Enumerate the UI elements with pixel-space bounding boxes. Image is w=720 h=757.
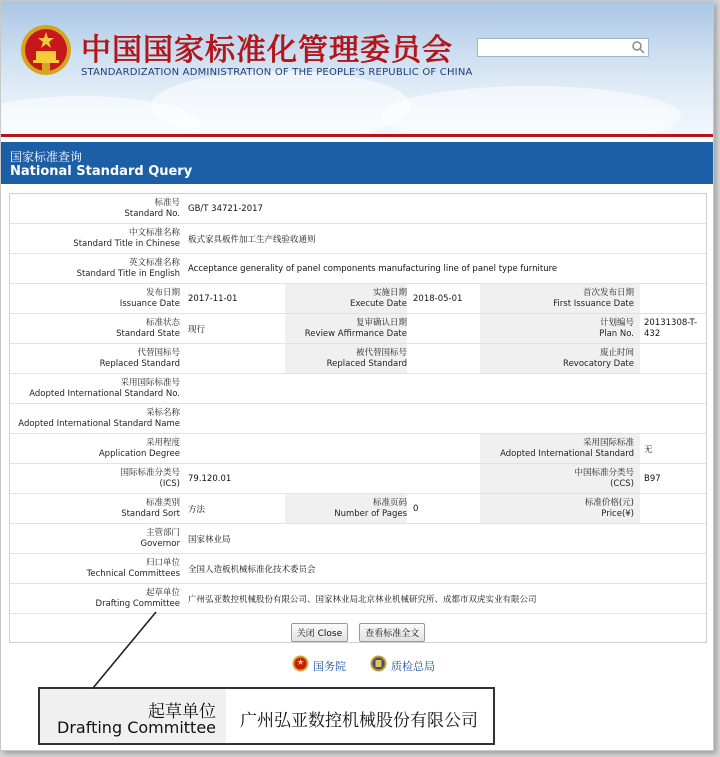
footer-links xyxy=(1,653,713,681)
field-label xyxy=(464,494,634,523)
org-name-cn: 中国国家标准化管理委员会 xyxy=(81,33,453,68)
field-label-cn: 采用国际标准号 xyxy=(120,377,180,388)
label-replaced-standard: Replaced Standard xyxy=(99,358,180,369)
value-title-cn: 板式家具板件加工生产线验收通则 xyxy=(188,234,316,245)
page-title-bar xyxy=(1,142,713,184)
value-title-en: Acceptance generality of panel components manufacturing line of panel type furniture xyxy=(188,263,558,274)
label-review-affirmance-date: Review Affirmance Date xyxy=(304,328,407,339)
field-label-cn: 代替国标号 xyxy=(137,347,180,358)
table-row xyxy=(10,254,706,284)
field-label xyxy=(464,284,634,313)
value-execute-date: 2018-05-01 xyxy=(413,293,463,304)
field-label xyxy=(464,344,634,373)
table-row xyxy=(10,284,706,314)
label-adopted-intl-no: Adopted International Standard No. xyxy=(29,388,180,399)
callout-value: 广州弘亚数控机械股份有限公司 xyxy=(240,711,478,731)
table-row xyxy=(10,494,706,524)
national-emblem-icon xyxy=(19,23,73,77)
label-title-cn: Standard Title in Chinese xyxy=(73,238,180,249)
value-ccs: B97 xyxy=(644,473,661,484)
field-label-cn: 采用国际标准 xyxy=(582,437,634,448)
field-label xyxy=(10,584,180,613)
field-label xyxy=(10,494,180,523)
field-label xyxy=(10,344,180,373)
callout-label-cn: 起草单位 xyxy=(148,702,216,722)
callout-label-en: Drafting Committee xyxy=(57,718,216,737)
field-label-cn: 标准价格(元) xyxy=(584,497,634,508)
page-title-en: National Standard Query xyxy=(10,164,193,179)
table-row xyxy=(10,404,706,434)
close-button[interactable]: 关闭 Close xyxy=(291,623,348,642)
field-label-cn: 起草单位 xyxy=(145,587,180,598)
field-label-cn: 采用程度 xyxy=(145,437,180,448)
header-banner xyxy=(1,1,713,136)
field-label xyxy=(237,284,407,313)
drafting-committee-callout xyxy=(38,687,495,745)
field-label xyxy=(237,314,407,343)
field-label xyxy=(237,494,407,523)
field-label-cn: 实施日期 xyxy=(372,287,407,298)
value-drafting-committee: 广州弘亚数控机械股份有限公司、国家林业局北京林业机械研究所、成都市双虎实业有限公司 xyxy=(188,594,537,605)
field-label-cn: 发布日期 xyxy=(145,287,180,298)
label-replaced-by: Replaced Standard xyxy=(326,358,407,369)
field-label-cn: 标准号 xyxy=(154,197,180,208)
table-row xyxy=(10,434,706,464)
value-issuance-date: 2017-11-01 xyxy=(188,293,238,304)
search-box[interactable] xyxy=(477,38,649,57)
field-label-cn: 复审确认日期 xyxy=(355,317,407,328)
field-label xyxy=(10,314,180,343)
label-plan-no: Plan No. xyxy=(599,328,634,339)
callout-label xyxy=(40,689,226,743)
label-ics: (ICS) xyxy=(159,478,180,489)
standard-detail-table xyxy=(9,193,707,643)
table-row xyxy=(10,374,706,404)
field-label-cn: 首次发布日期 xyxy=(582,287,634,298)
field-label-cn: 废止时间 xyxy=(599,347,634,358)
field-label-cn: 归口单位 xyxy=(145,557,180,568)
magnifier-icon[interactable] xyxy=(631,40,646,55)
label-first-issuance-date: First Issuance Date xyxy=(553,298,634,309)
table-row xyxy=(10,224,706,254)
footer-link-aqsiq[interactable]: 质检总局 xyxy=(391,660,435,673)
table-row xyxy=(10,194,706,224)
state-council-emblem-icon xyxy=(292,655,309,672)
label-adopted-intl-standard: Adopted International Standard xyxy=(500,448,634,459)
field-label xyxy=(10,554,180,583)
field-label xyxy=(464,314,634,343)
label-price: Price(¥) xyxy=(601,508,634,519)
field-label xyxy=(10,464,180,493)
field-label-cn: 计划编号 xyxy=(599,317,634,328)
header-divider xyxy=(1,134,713,137)
action-buttons xyxy=(10,621,706,642)
page-title-cn: 国家标准查询 xyxy=(10,150,83,164)
org-name-en: STANDARDIZATION ADMINISTRATION OF THE PEOPLE'S REPUBLIC OF CHINA xyxy=(81,67,473,78)
label-number-of-pages: Number of Pages xyxy=(334,508,407,519)
label-standard-state: Standard State xyxy=(116,328,180,339)
field-label-cn: 英文标准名称 xyxy=(128,257,180,268)
field-label xyxy=(10,284,180,313)
aqsiq-emblem-icon xyxy=(370,655,387,672)
field-label-cn: 被代替国标号 xyxy=(355,347,407,358)
value-standard-no: GB/T 34721-2017 xyxy=(188,203,263,214)
field-label-cn: 中文标准名称 xyxy=(128,227,180,238)
field-label-cn: 主管部门 xyxy=(145,527,180,538)
label-revocatory-date: Revocatory Date xyxy=(563,358,634,369)
value-adopted-intl-standard: 无 xyxy=(644,444,653,455)
field-label xyxy=(10,254,180,283)
field-label xyxy=(10,224,180,253)
field-label-cn: 采标名称 xyxy=(145,407,180,418)
label-standard-no: Standard No. xyxy=(124,208,180,219)
label-governor: Governor xyxy=(140,538,180,549)
value-standard-sort: 方法 xyxy=(188,504,206,515)
label-technical-committees: Technical Committees xyxy=(86,568,180,579)
table-row xyxy=(10,524,706,554)
value-plan-no: 20131308-T-432 xyxy=(644,317,698,339)
field-label xyxy=(10,404,180,433)
label-standard-sort: Standard Sort xyxy=(121,508,180,519)
table-row xyxy=(10,584,706,614)
field-label-cn: 标准状态 xyxy=(145,317,180,328)
value-standard-state: 现行 xyxy=(188,324,206,335)
field-label-cn: 中国标准分类号 xyxy=(574,467,634,478)
label-issuance-date: Issuance Date xyxy=(119,298,180,309)
table-row xyxy=(10,464,706,494)
label-execute-date: Execute Date xyxy=(349,298,407,309)
value-governor: 国家林业局 xyxy=(188,534,231,545)
field-label xyxy=(10,434,180,463)
value-technical-committees: 全国人造板机械标准化技术委员会 xyxy=(188,564,316,575)
value-number-of-pages: 0 xyxy=(413,503,419,514)
view-full-text-button[interactable]: 查看标准全文 xyxy=(359,623,425,642)
field-label xyxy=(237,344,407,373)
field-label xyxy=(10,194,180,223)
field-label-cn: 国际标准分类号 xyxy=(120,467,180,478)
field-label xyxy=(464,464,634,493)
label-drafting-committee: Drafting Committee xyxy=(95,598,180,609)
field-label xyxy=(10,524,180,553)
label-adopted-intl-name: Adopted International Standard Name xyxy=(18,418,180,429)
field-label-cn: 标准页码 xyxy=(372,497,407,508)
search-input[interactable] xyxy=(478,43,634,60)
table-row xyxy=(10,314,706,344)
field-label-cn: 标准类别 xyxy=(145,497,180,508)
table-row xyxy=(10,554,706,584)
label-ccs: (CCS) xyxy=(610,478,634,489)
field-label xyxy=(10,374,180,403)
label-title-en: Standard Title in English xyxy=(76,268,180,279)
table-row xyxy=(10,344,706,374)
value-ics: 79.120.01 xyxy=(188,473,232,484)
footer-link-state-council[interactable]: 国务院 xyxy=(313,660,346,673)
field-label xyxy=(464,434,634,463)
label-application-degree: Application Degree xyxy=(98,448,180,459)
